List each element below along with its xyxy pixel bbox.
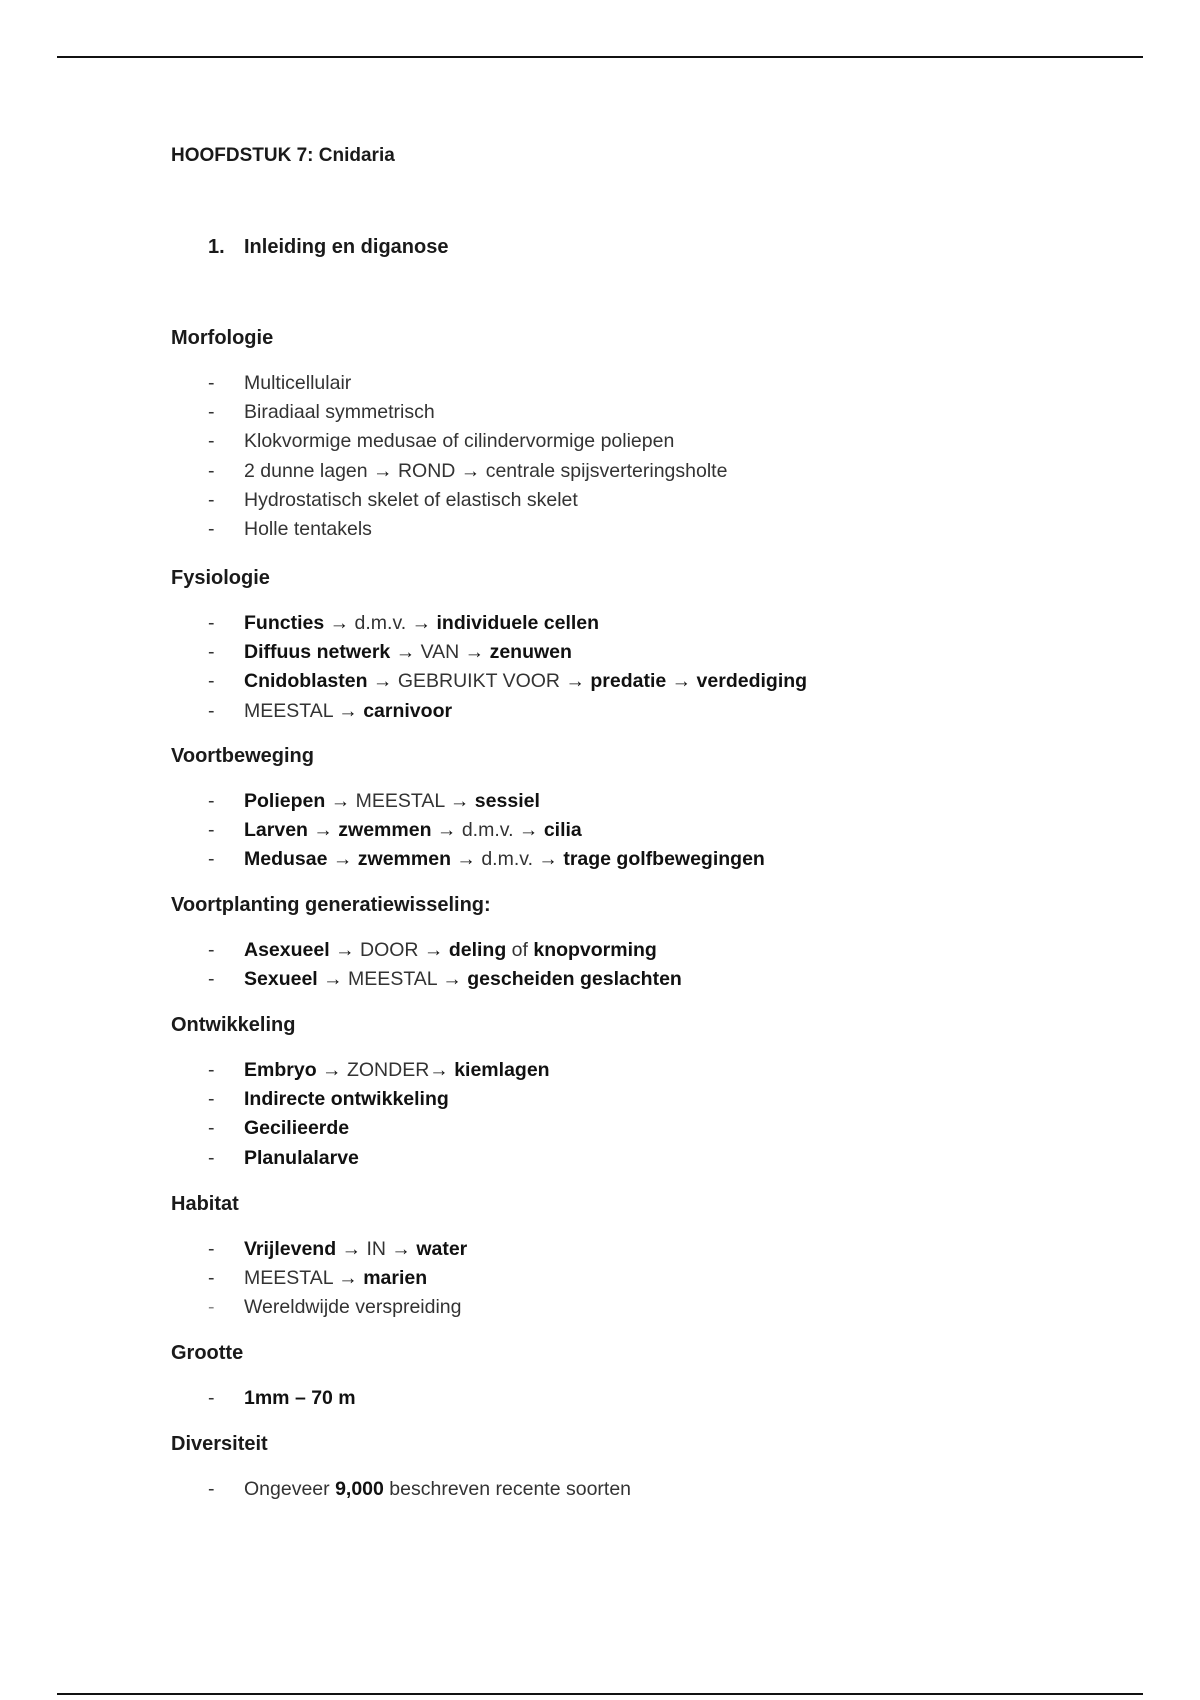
item-text: MEESTAL bbox=[342, 968, 443, 991]
dash-bullet: - bbox=[208, 1088, 215, 1111]
arrow-icon: → bbox=[442, 968, 462, 991]
section-habitat bbox=[171, 1192, 1071, 1325]
item-text: Poliepen bbox=[244, 790, 331, 812]
list-item bbox=[171, 938, 1071, 967]
item-text: d.m.v. bbox=[456, 819, 519, 842]
list-item bbox=[171, 789, 1071, 818]
item-text: carnivoor bbox=[357, 699, 453, 722]
item-text: 9,000 bbox=[335, 1478, 384, 1500]
section-diversiteit bbox=[171, 1432, 1071, 1506]
document-title: HOOFDSTUK 7: Cnidaria bbox=[171, 145, 395, 166]
list-item bbox=[171, 517, 1071, 546]
arrow-icon: → bbox=[341, 1238, 362, 1260]
bullet-list bbox=[171, 789, 1071, 877]
item-text: zwemmen bbox=[352, 848, 457, 871]
bullet-list bbox=[171, 1058, 1071, 1175]
arrow-icon: → bbox=[449, 790, 470, 812]
dash-bullet: - bbox=[208, 968, 215, 991]
arrow-icon: → bbox=[335, 939, 355, 961]
dash-bullet: - bbox=[208, 612, 215, 634]
arrow-icon: → bbox=[323, 968, 343, 991]
section-heading: Diversiteit bbox=[171, 1433, 268, 1455]
item-text: ROND bbox=[392, 459, 461, 482]
arrow-icon: → bbox=[460, 459, 481, 482]
item-text: trage golfbewegingen bbox=[557, 848, 765, 871]
section-heading: Ontwikkeling bbox=[171, 1014, 296, 1036]
dash-bullet: - bbox=[208, 1117, 215, 1140]
item-text: zenuwen bbox=[484, 641, 572, 664]
dash-bullet: - bbox=[208, 1146, 215, 1169]
arrow-icon: → bbox=[423, 939, 444, 961]
item-text: Embryo bbox=[244, 1059, 323, 1081]
list-item bbox=[171, 699, 1071, 728]
item-text: Biradiaal symmetrisch bbox=[244, 401, 435, 424]
dash-bullet: - bbox=[208, 1296, 215, 1319]
bullet-list bbox=[171, 1386, 1071, 1415]
arrow-icon: → bbox=[322, 1059, 342, 1081]
section-voortbeweging bbox=[171, 744, 1071, 877]
dash-bullet: - bbox=[208, 699, 215, 722]
heading-number: 1. bbox=[208, 236, 225, 258]
list-item bbox=[171, 1058, 1071, 1087]
list-item bbox=[171, 1386, 1071, 1415]
dash-bullet: - bbox=[208, 939, 215, 961]
arrow-icon: → bbox=[338, 1267, 358, 1290]
arrow-icon: → bbox=[518, 819, 539, 842]
item-text: cilia bbox=[538, 819, 582, 842]
item-text: GEBRUIKT VOOR bbox=[392, 670, 566, 693]
item-text: 2 dunne lagen bbox=[244, 459, 374, 482]
item-text: of bbox=[511, 939, 534, 961]
item-text: Ongeveer bbox=[244, 1478, 336, 1500]
arrow-icon: → bbox=[329, 612, 350, 634]
item-text: Larven bbox=[244, 819, 314, 842]
section-morfologie bbox=[171, 326, 1071, 546]
item-text: Gecilieerde bbox=[244, 1117, 350, 1140]
section-heading: Habitat bbox=[171, 1193, 239, 1215]
item-text: predatie bbox=[584, 670, 672, 693]
arrow-icon: → bbox=[436, 819, 457, 842]
item-text: d.m.v. bbox=[475, 848, 539, 871]
list-item bbox=[171, 818, 1071, 847]
dash-bullet: - bbox=[208, 401, 215, 424]
item-text: MEESTAL bbox=[244, 1267, 339, 1290]
list-item bbox=[171, 1295, 1071, 1324]
item-text: gescheiden geslachten bbox=[461, 968, 682, 991]
arrow-icon: → bbox=[565, 670, 585, 693]
item-text: verdediging bbox=[691, 670, 808, 693]
item-text: d.m.v. bbox=[349, 612, 412, 634]
arrow-icon: → bbox=[464, 641, 485, 664]
arrow-icon: → bbox=[332, 848, 353, 871]
item-text: Diffuus netwerk bbox=[244, 641, 396, 664]
item-text: VAN bbox=[415, 641, 465, 664]
item-text: MEESTAL bbox=[350, 790, 450, 812]
item-text: Multicellulair bbox=[244, 372, 352, 394]
arrow-icon: → bbox=[330, 790, 351, 812]
item-text: ZONDER bbox=[341, 1059, 430, 1081]
dash-bullet: - bbox=[208, 1238, 215, 1260]
item-text: MEESTAL bbox=[244, 699, 339, 722]
item-text: DOOR bbox=[354, 939, 424, 961]
dash-bullet: - bbox=[208, 372, 215, 394]
bullet-list bbox=[171, 611, 1071, 728]
arrow-icon: → bbox=[429, 1059, 449, 1081]
list-item bbox=[171, 640, 1071, 669]
dash-bullet: - bbox=[208, 459, 215, 482]
section-heading: Fysiologie bbox=[171, 567, 270, 589]
list-item bbox=[171, 371, 1071, 400]
dash-bullet: - bbox=[208, 1059, 215, 1081]
dash-bullet: - bbox=[208, 670, 215, 693]
arrow-icon: → bbox=[671, 670, 692, 693]
dash-bullet: - bbox=[208, 790, 215, 812]
dash-bullet: - bbox=[208, 819, 215, 842]
dash-bullet: - bbox=[208, 1387, 215, 1409]
item-text: Klokvormige medusae of cilindervormige poliepen bbox=[244, 430, 675, 453]
item-text: knopvorming bbox=[533, 939, 657, 961]
item-text: Planulalarve bbox=[244, 1146, 359, 1169]
bullet-list bbox=[171, 938, 1071, 996]
item-text: Functies bbox=[244, 612, 330, 634]
item-text: Asexueel bbox=[244, 939, 336, 961]
item-text: Holle tentakels bbox=[244, 517, 372, 540]
dash-bullet: - bbox=[208, 517, 215, 540]
item-text: Medusae bbox=[244, 848, 333, 871]
list-item bbox=[171, 400, 1071, 429]
bullet-list bbox=[171, 371, 1071, 546]
item-text: IN bbox=[361, 1238, 392, 1260]
arrow-icon: → bbox=[313, 819, 333, 842]
item-text: water bbox=[410, 1238, 468, 1260]
dash-bullet: - bbox=[208, 488, 215, 511]
item-text: Hydrostatisch skelet of elastisch skelet bbox=[244, 488, 578, 511]
section-fysiologie bbox=[171, 566, 1071, 728]
list-item bbox=[171, 488, 1071, 517]
item-text: centrale spijsverteringsholte bbox=[480, 459, 728, 482]
section-voortplanting bbox=[171, 893, 1071, 996]
item-text: Sexueel bbox=[244, 968, 324, 991]
section-heading: Morfologie bbox=[171, 327, 274, 349]
item-text: marien bbox=[357, 1267, 428, 1290]
section-ontwikkeling bbox=[171, 1013, 1071, 1175]
list-item bbox=[171, 847, 1071, 876]
arrow-icon: → bbox=[538, 848, 558, 871]
arrow-icon: → bbox=[411, 612, 432, 634]
numbered-heading bbox=[208, 236, 448, 259]
item-text: Vrijlevend bbox=[244, 1238, 342, 1260]
item-text: sessiel bbox=[469, 790, 540, 812]
dash-bullet: - bbox=[208, 1267, 215, 1290]
item-text: Cnidoblasten bbox=[244, 670, 373, 693]
item-text: zwemmen bbox=[332, 819, 437, 842]
list-item bbox=[171, 459, 1071, 488]
arrow-icon: → bbox=[338, 699, 358, 722]
section-heading: Voortbeweging bbox=[171, 745, 314, 767]
arrow-icon: → bbox=[372, 670, 393, 693]
arrow-icon: → bbox=[373, 459, 393, 482]
header-rule bbox=[57, 56, 1143, 58]
item-text: deling bbox=[443, 939, 512, 961]
list-item bbox=[171, 1477, 1071, 1506]
dash-bullet: - bbox=[208, 848, 215, 871]
bullet-list bbox=[171, 1477, 1071, 1506]
dash-bullet: - bbox=[208, 1478, 215, 1500]
list-item bbox=[171, 1116, 1071, 1145]
heading-text: Inleiding en diganose bbox=[244, 236, 449, 258]
dash-bullet: - bbox=[208, 430, 215, 453]
item-text: individuele cellen bbox=[431, 612, 600, 634]
list-item bbox=[171, 669, 1071, 698]
dash-bullet: - bbox=[208, 641, 215, 664]
bullet-list bbox=[171, 1237, 1071, 1325]
list-item bbox=[171, 611, 1071, 640]
item-text: 1mm – 70 m bbox=[244, 1387, 356, 1409]
arrow-icon: → bbox=[456, 848, 476, 871]
list-item bbox=[171, 967, 1071, 996]
list-item bbox=[171, 429, 1071, 458]
section-grootte bbox=[171, 1341, 1071, 1415]
list-item bbox=[171, 1087, 1071, 1116]
arrow-icon: → bbox=[391, 1238, 411, 1260]
item-text: kiemlagen bbox=[448, 1059, 550, 1081]
list-item bbox=[171, 1266, 1071, 1295]
arrow-icon: → bbox=[395, 641, 416, 664]
section-heading: Voortplanting generatiewisseling: bbox=[171, 894, 491, 916]
section-heading: Grootte bbox=[171, 1342, 244, 1364]
footer-rule bbox=[57, 1693, 1143, 1695]
item-text: Wereldwijde verspreiding bbox=[244, 1296, 462, 1319]
item-text: Indirecte ontwikkeling bbox=[244, 1088, 449, 1111]
item-text: beschreven recente soorten bbox=[383, 1478, 632, 1500]
list-item bbox=[171, 1237, 1071, 1266]
list-item bbox=[171, 1146, 1071, 1175]
